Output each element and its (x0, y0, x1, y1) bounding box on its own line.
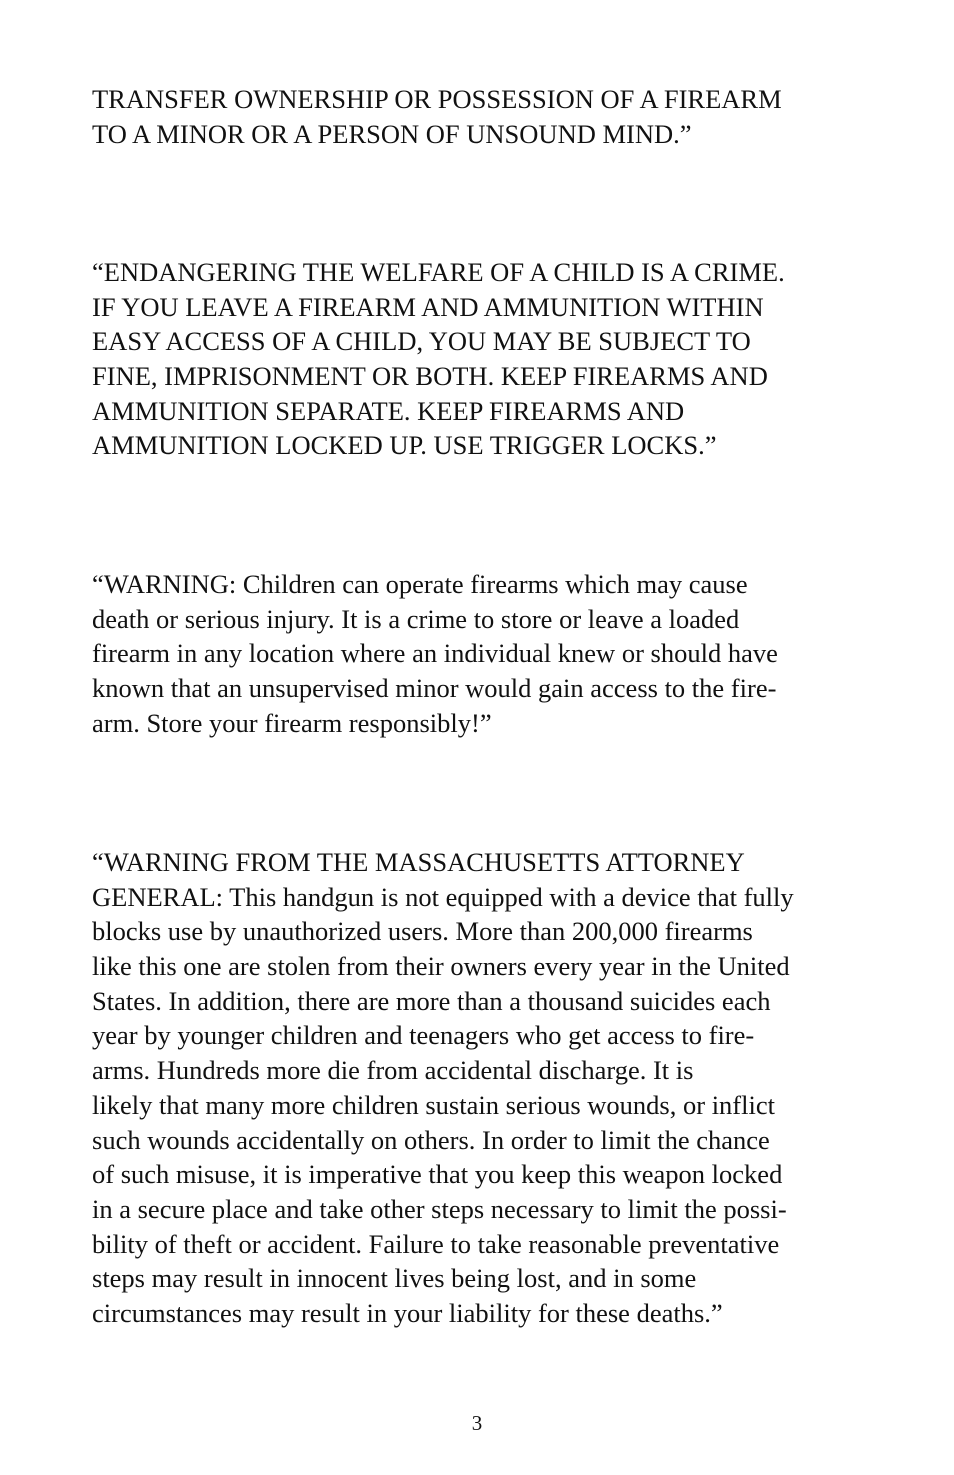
text-line: “WARNING: Children can operate firearms which may cause (92, 569, 748, 599)
text-line: of such misuse, it is imperative that you keep this weapon locked (92, 1159, 783, 1190)
text-line: firearm in any location where an individual knew or should have (92, 638, 778, 669)
text-line: bility of theft or accident. Failure to take reasonable preventative (92, 1228, 780, 1259)
text-line: steps may result in innocent lives being lost, and in some (92, 1263, 697, 1294)
text-line: known that an unsupervised minor would gain access to the fire- (92, 673, 777, 704)
text-line: like this one are stolen from their owners every year in the United (92, 951, 790, 982)
paragraph-children-operate-warning (92, 567, 882, 740)
text-line: EASY ACCESS OF A CHILD, YOU MAY BE SUBJECT TO (92, 326, 751, 357)
text-line: AMMUNITION SEPARATE. KEEP FIREARMS AND (92, 395, 685, 426)
text-line: arm. Store your firearm responsibly!” (92, 707, 492, 738)
paragraph-child-endangerment-warning (92, 255, 882, 463)
text-line: “ENDANGERING THE WELFARE OF A CHILD IS A CRIME. (92, 257, 785, 287)
text-line: death or serious injury. It is a crime to store or leave a loaded (92, 603, 740, 634)
paragraph-transfer-warning (92, 82, 882, 151)
text-line: TO A MINOR OR A PERSON OF UNSOUND MIND.” (92, 118, 692, 149)
text-line: AMMUNITION LOCKED UP. USE TRIGGER LOCKS.” (92, 430, 717, 461)
page-number: 3 (471, 1411, 483, 1435)
text-line: States. In addition, there are more than a thousand suicides each (92, 985, 771, 1016)
text-line: IF YOU LEAVE A FIREARM AND AMMUNITION WITHIN (92, 291, 764, 322)
text-line: TRANSFER OWNERSHIP OR POSSESSION OF A FIREARM (92, 84, 782, 114)
paragraph-massachusetts-ag-warning (92, 845, 882, 1331)
text-line: FINE, IMPRISONMENT OR BOTH. KEEP FIREARMS AND (92, 361, 768, 392)
text-line: GENERAL: This handgun is not equipped with a device that fully (92, 881, 794, 912)
text-line: arms. Hundreds more die from accidental discharge. It is (92, 1055, 694, 1086)
text-line: “WARNING FROM THE MASSACHUSETTS ATTORNEY (92, 847, 745, 877)
text-line: such wounds accidentally on others. In order to limit the chance (92, 1124, 770, 1155)
text-line: in a secure place and take other steps necessary to limit the possi- (92, 1193, 787, 1224)
text-line: year by younger children and teenagers who get access to fire- (92, 1020, 755, 1051)
text-line: likely that many more children sustain serious wounds, or inflict (92, 1089, 775, 1120)
text-line: circumstances may result in your liability for these deaths.” (92, 1297, 723, 1328)
text-line: blocks use by unauthorized users. More than 200,000 firearms (92, 916, 753, 947)
